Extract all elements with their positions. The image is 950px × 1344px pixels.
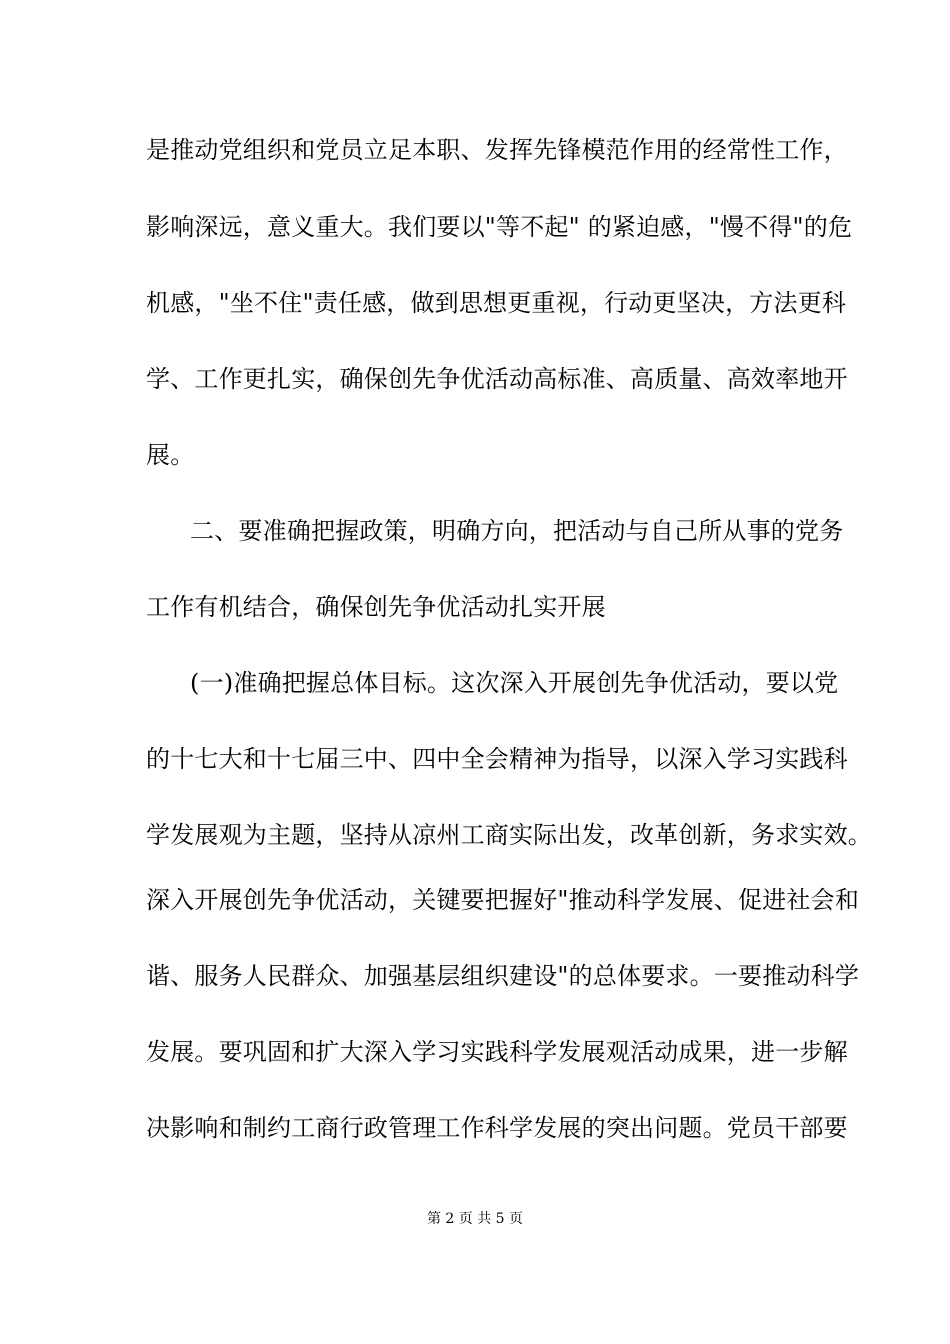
- body-line: 学、工作更扎实，确保创先争优活动高标准、高质量、高效率地开: [146, 365, 848, 393]
- body-line: 决影响和制约工商行政管理工作科学发展的突出问题。党员干部要: [146, 1114, 848, 1142]
- section-heading-line: 二、要准确把握政策，明确方向，把活动与自己所从事的党务: [190, 517, 844, 545]
- body-line: 机感，"坐不住"责任感，做到思想更重视，行动更坚决，方法更科: [146, 289, 847, 317]
- body-line: 影响深远，意义重大。我们要以"等不起" 的紧迫感，"慢不得"的危: [146, 213, 853, 241]
- page-number-footer: 第 2 页 共 5 页: [426, 1211, 524, 1227]
- body-line: 发展。要巩固和扩大深入学习实践科学发展观活动成果，进一步解: [146, 1038, 848, 1066]
- body-line: 展。: [146, 441, 195, 469]
- body-line: 谐、服务人民群众、加强基层组织建设"的总体要求。一要推动科学: [146, 962, 860, 990]
- body-line: 是推动党组织和党员立足本职、发挥先锋模范作用的经常性工作，: [146, 136, 848, 164]
- body-line: 学发展观为主题，坚持从凉州工商实际出发，改革创新，务求实效。: [146, 821, 872, 849]
- section-heading-line: 工作有机结合，确保创先争优活动扎实开展: [146, 593, 606, 621]
- body-line: 的十七大和十七届三中、四中全会精神为指导，以深入学习实践科: [146, 745, 848, 773]
- body-line: (一)准确把握总体目标。这次深入开展创先争优活动，要以党: [190, 669, 839, 697]
- body-line: 深入开展创先争优活动，关键要把握好"推动科学发展、促进社会和: [146, 886, 860, 914]
